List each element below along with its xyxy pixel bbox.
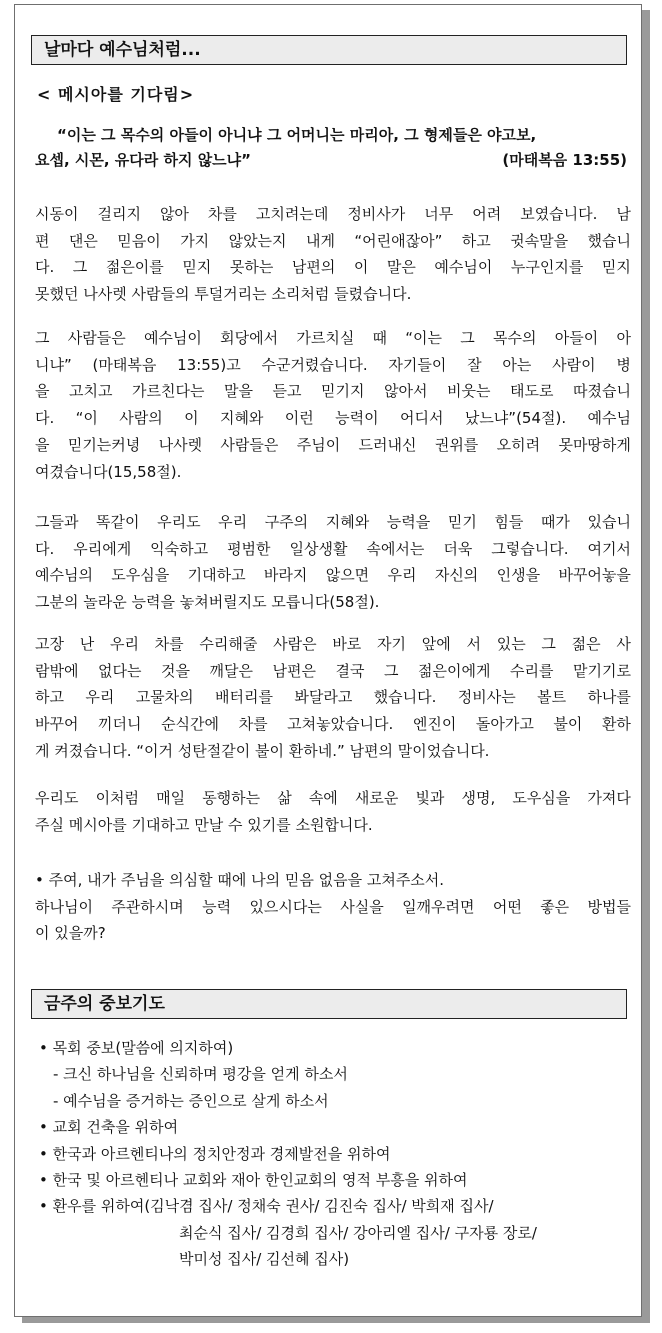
list-subitem: - 크신 하나님을 신뢰하며 평강을 얻게 하소서	[53, 1065, 348, 1084]
paragraph-line: 을 믿기는커녕 나사렛 사람들은 주님이 드러내신 권위를 오히려 못마땅하게	[35, 435, 631, 454]
bulletin-page	[14, 4, 642, 1317]
scripture-quote	[35, 123, 627, 173]
paragraph-line: 그들과 똑같이 우리도 우리 구주의 지혜와 능력을 믿기 힘들 때가 있습니	[35, 513, 631, 531]
quote-line-1: “이는 그 목수의 아들이 아니냐 그 어머니는 마리아, 그 형제들은 야고보,	[57, 126, 537, 144]
paragraph-line: 예수님의 도우심을 기대하고 바라지 않으면 우리 자신의 인생을 바꾸어놓을	[35, 566, 631, 585]
devotional-subtitle: < 메시아를 기다림>	[37, 85, 195, 104]
paragraph-line: • 주여, 내가 주님을 의심할 때에 나의 믿음 없음을 고쳐주소서.	[35, 871, 445, 889]
quote-line-2	[35, 148, 627, 173]
paragraph-1	[35, 201, 631, 308]
paragraph-line: 니냐” (마태복음 13:55)고 수군거렸습니다. 자기들이 잘 아는 사람이 병	[35, 355, 631, 374]
list-item: • 한국과 아르헨티나의 정치안정과 경제발전을 위하여	[39, 1144, 391, 1163]
quote-reference: (마태복음 13:55)	[502, 151, 627, 169]
paragraph-line: 고장 난 우리 차를 수리해줄 사람은 바로 자기 앞에 서 있는 그 젊은 사	[35, 635, 631, 653]
paragraph-line: 편 댄은 믿음이 가지 않았는지 내게 “어린애잖아” 하고 귓속말을 했습니	[35, 231, 631, 250]
quote-line-2-text: 요셉, 시몬, 유다라 하지 않느냐”	[35, 151, 252, 169]
paragraph-line: 게 켜졌습니다. “이거 성탄절같이 불이 환하네.” 남편의 말이었습니다.	[35, 741, 490, 760]
paragraph-line: 여겼습니다(15,58절).	[35, 462, 182, 481]
intercession-title: 금주의 중보기도	[31, 989, 627, 1019]
list-item-continuation: 박미성 집사/ 김선혜 집사)	[179, 1250, 350, 1269]
paragraph-line: 다. 우리에게 익숙하고 평범한 일상생활 속에서는 더욱 그렇습니다. 여기서	[35, 539, 631, 558]
paragraph-line: 다. “이 사람의 이 지혜와 이런 능력이 어디서 났느냐”(54절). 예수님	[35, 409, 631, 428]
paragraph-5	[35, 785, 631, 838]
list-item: • 목회 중보(말씀에 의지하여)	[39, 1039, 234, 1057]
paragraph-line: 시동이 걸리지 않아 차를 고치려는데 정비사가 너무 어려 보였습니다. 남	[35, 205, 631, 223]
paragraph-line: 바꾸어 끼더니 순식간에 차를 고쳐놓았습니다. 엔진이 돌아가고 불이 환하	[35, 715, 631, 734]
paragraph-line: 람밖에 없다는 것을 깨달은 남편은 결국 그 젊은이에게 수리를 맡기기로	[35, 661, 631, 680]
paragraph-line: 우리도 이처럼 매일 동행하는 삶 속에 새로운 빛과 생명, 도우심을 가져다	[35, 789, 631, 807]
paragraph-line: 다. 그 젊은이를 믿지 못하는 남편의 이 말은 예수님이 누구인지를 믿지	[35, 258, 631, 277]
list-item-continuation: 최순식 집사/ 김경희 집사/ 강아리엘 집사/ 구자룡 장로/	[179, 1223, 537, 1242]
list-item: • 교회 건축을 위하여	[39, 1118, 179, 1137]
paragraph-2	[35, 325, 631, 485]
intercession-list	[39, 1035, 631, 1273]
paragraph-line: 이 있을까?	[35, 924, 106, 943]
paragraph-line: 못했던 나사렛 사람들의 투덜거리는 소리처럼 들렸습니다.	[35, 285, 412, 304]
paragraph-4	[35, 631, 631, 765]
paragraph-3	[35, 509, 631, 616]
paragraph-line: 그 사람들은 예수님이 회당에서 가르치실 때 “이는 그 목수의 아들이 아	[35, 329, 631, 347]
devotional-title: 날마다 예수님처럼...	[31, 35, 627, 65]
paragraph-line: 을 고치고 가르친다는 말을 듣고 믿기지 않아서 비웃는 태도로 따졌습니	[35, 382, 631, 401]
list-item: • 한국 및 아르헨티나 교회와 재아 한인교회의 영적 부흥을 위하여	[39, 1171, 468, 1190]
paragraph-line: 하나님이 주관하시며 능력 있으시다는 사실을 일깨우려면 어떤 좋은 방법들	[35, 897, 631, 916]
list-subitem: - 예수님을 증거하는 증인으로 살게 하소서	[53, 1091, 329, 1110]
paragraph-line: 주실 메시아를 기대하고 만날 수 있기를 소원합니다.	[35, 815, 373, 834]
paragraph-line: 하고 우리 고물차의 배터리를 봐달라고 했습니다. 정비사는 볼트 하나를	[35, 688, 631, 707]
list-item: • 환우를 위하여(김낙겸 집사/ 정채숙 권사/ 김진숙 집사/ 박희재 집사/	[39, 1197, 494, 1216]
prayer-question	[35, 867, 631, 947]
paragraph-line: 그분의 놀라운 능력을 놓쳐버릴지도 모릅니다(58절).	[35, 593, 380, 612]
